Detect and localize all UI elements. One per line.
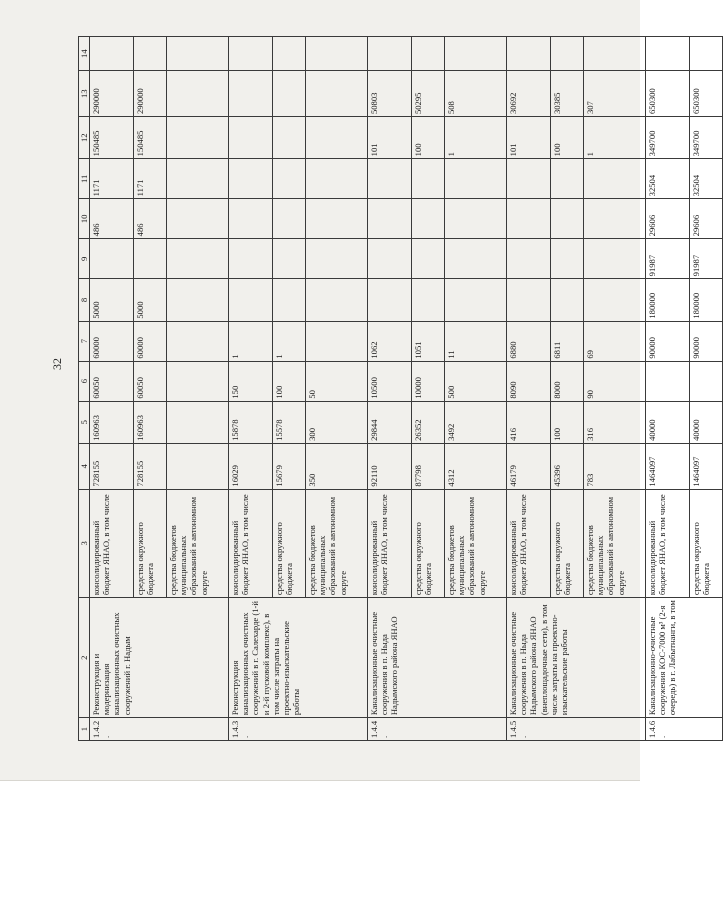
amount-cell: 1464097: [646, 443, 690, 489]
amount-cell: 40000: [646, 401, 690, 443]
amount-cell: [445, 199, 507, 239]
amount-cell: [584, 37, 646, 71]
column-number: 14: [79, 37, 90, 71]
amount-cell: 29606: [690, 199, 723, 239]
amount-cell: 92110: [368, 443, 412, 489]
amount-cell: 416: [507, 401, 551, 443]
amount-cell: [229, 71, 273, 117]
amount-cell: 349700: [690, 117, 723, 159]
project-name: Канализационно-очистные сооружения КОС-7000 м³ (2-я очередь) в г. Лабытнанги, в том: [646, 598, 723, 718]
amount-cell: 6811: [551, 321, 584, 361]
amount-cell: 160963: [134, 401, 167, 443]
amount-cell: [584, 239, 646, 279]
amount-cell: 728155: [90, 443, 134, 489]
amount-cell: 486: [134, 199, 167, 239]
amount-cell: 1062: [368, 321, 412, 361]
amount-cell: [306, 321, 368, 361]
amount-cell: 60000: [134, 321, 167, 361]
amount-cell: [584, 199, 646, 239]
amount-cell: 29844: [368, 401, 412, 443]
amount-cell: [551, 37, 584, 71]
amount-cell: [445, 239, 507, 279]
amount-cell: [134, 37, 167, 71]
amount-cell: [646, 37, 690, 71]
column-number: 5: [79, 401, 90, 443]
amount-cell: 1: [584, 117, 646, 159]
table-row: [507, 37, 551, 741]
table-row: [368, 37, 412, 741]
amount-cell: 50803: [368, 71, 412, 117]
amount-cell: [445, 37, 507, 71]
column-number: 12: [79, 117, 90, 159]
amount-cell: [134, 239, 167, 279]
amount-cell: 650300: [646, 71, 690, 117]
amount-cell: [273, 279, 306, 321]
amount-cell: [368, 37, 412, 71]
amount-cell: [229, 239, 273, 279]
amount-cell: 728155: [134, 443, 167, 489]
amount-cell: 4312: [445, 443, 507, 489]
amount-cell: [412, 239, 445, 279]
amount-cell: 40000: [690, 401, 723, 443]
amount-cell: [273, 159, 306, 199]
amount-cell: [551, 279, 584, 321]
budget-table: [78, 36, 723, 741]
amount-cell: [412, 279, 445, 321]
amount-cell: 100: [273, 361, 306, 401]
amount-cell: [167, 117, 229, 159]
amount-cell: 1051: [412, 321, 445, 361]
amount-cell: [167, 443, 229, 489]
amount-cell: [273, 239, 306, 279]
amount-cell: 6880: [507, 321, 551, 361]
amount-cell: [584, 159, 646, 199]
amount-cell: [507, 199, 551, 239]
table-row: [229, 37, 273, 741]
amount-cell: [306, 239, 368, 279]
amount-cell: [507, 37, 551, 71]
amount-cell: [229, 199, 273, 239]
amount-cell: 350: [306, 443, 368, 489]
amount-cell: 1171: [134, 159, 167, 199]
amount-cell: 45396: [551, 443, 584, 489]
amount-cell: 1: [445, 117, 507, 159]
amount-cell: 11: [445, 321, 507, 361]
amount-cell: [90, 37, 134, 71]
amount-cell: [551, 239, 584, 279]
amount-cell: [646, 361, 690, 401]
column-number: 6: [79, 361, 90, 401]
amount-cell: 1464097: [690, 443, 723, 489]
amount-cell: 91987: [690, 239, 723, 279]
amount-cell: 10000: [412, 361, 445, 401]
amount-cell: [229, 117, 273, 159]
amount-cell: 15679: [273, 443, 306, 489]
project-code: 1.4.3.: [229, 718, 368, 741]
amount-cell: 300: [306, 401, 368, 443]
amount-cell: [690, 37, 723, 71]
funding-source: средства бюджетов муниципальных образований в автономном округе: [445, 489, 507, 598]
amount-cell: [167, 71, 229, 117]
amount-cell: [167, 239, 229, 279]
amount-cell: [167, 199, 229, 239]
project-name: Реконструкция и модернизация канализационных очистных сооружений г. Надым: [90, 598, 229, 718]
amount-cell: [167, 37, 229, 71]
amount-cell: [368, 279, 412, 321]
amount-cell: 15878: [229, 401, 273, 443]
amount-cell: 16029: [229, 443, 273, 489]
amount-cell: 1171: [90, 159, 134, 199]
funding-source: средства окружного бюджета: [551, 489, 584, 598]
amount-cell: 180000: [646, 279, 690, 321]
amount-cell: [229, 159, 273, 199]
amount-cell: 60000: [90, 321, 134, 361]
amount-cell: 8000: [551, 361, 584, 401]
funding-source: средства окружного бюджета: [134, 489, 167, 598]
amount-cell: 90000: [690, 321, 723, 361]
amount-cell: 32504: [646, 159, 690, 199]
amount-cell: 150485: [134, 117, 167, 159]
funding-source: средства окружного бюджета: [412, 489, 445, 598]
amount-cell: 101: [368, 117, 412, 159]
amount-cell: 307: [584, 71, 646, 117]
amount-cell: [167, 279, 229, 321]
project-name: Реконструкция канализационных очистных сооружений в г. Салехарде (1-й и 2-й пусковой комплекс), в том числе затраты на проектно-изыскательские работы: [229, 598, 368, 718]
amount-cell: [412, 199, 445, 239]
amount-cell: 60050: [134, 361, 167, 401]
amount-cell: [412, 37, 445, 71]
amount-cell: 150485: [90, 117, 134, 159]
amount-cell: [445, 159, 507, 199]
funding-source: средства бюджетов муниципальных образований в автономном округе: [584, 489, 646, 598]
table-row: [646, 37, 690, 741]
amount-cell: [167, 159, 229, 199]
amount-cell: 100: [551, 401, 584, 443]
amount-cell: [412, 159, 445, 199]
amount-cell: 150: [229, 361, 273, 401]
amount-cell: 32504: [690, 159, 723, 199]
column-number: 11: [79, 159, 90, 199]
column-number: 13: [79, 71, 90, 117]
amount-cell: 783: [584, 443, 646, 489]
column-number: 3: [79, 489, 90, 598]
amount-cell: 316: [584, 401, 646, 443]
amount-cell: [229, 37, 273, 71]
amount-cell: [551, 159, 584, 199]
amount-cell: 60050: [90, 361, 134, 401]
amount-cell: 1: [229, 321, 273, 361]
amount-cell: [584, 279, 646, 321]
amount-cell: 180000: [690, 279, 723, 321]
amount-cell: 100: [551, 117, 584, 159]
amount-cell: [368, 239, 412, 279]
funding-source: консолидированный бюджет ЯНАО, в том числе: [90, 489, 134, 598]
amount-cell: 30385: [551, 71, 584, 117]
amount-cell: [306, 199, 368, 239]
amount-cell: 50295: [412, 71, 445, 117]
amount-cell: [507, 159, 551, 199]
amount-cell: [273, 37, 306, 71]
amount-cell: 30692: [507, 71, 551, 117]
column-number: 8: [79, 279, 90, 321]
amount-cell: 10500: [368, 361, 412, 401]
rotated-table-wrapper: [78, 36, 712, 741]
amount-cell: [306, 117, 368, 159]
amount-cell: [368, 159, 412, 199]
amount-cell: [306, 159, 368, 199]
project-code: 1.4.5.: [507, 718, 646, 741]
funding-source: средства бюджетов муниципальных образований в автономном округе: [306, 489, 368, 598]
amount-cell: 290000: [134, 71, 167, 117]
amount-cell: 5000: [134, 279, 167, 321]
amount-cell: 15578: [273, 401, 306, 443]
amount-cell: 486: [90, 199, 134, 239]
funding-source: консолидированный бюджет ЯНАО, в том числе: [646, 489, 690, 598]
amount-cell: [690, 361, 723, 401]
column-number: 10: [79, 199, 90, 239]
column-number: 1: [79, 718, 90, 741]
header-row: [79, 37, 90, 741]
amount-cell: [167, 321, 229, 361]
funding-source: консолидированный бюджет ЯНАО, в том числе: [368, 489, 412, 598]
amount-cell: [273, 199, 306, 239]
amount-cell: 91987: [646, 239, 690, 279]
project-name: Канализационные очистные сооружения в п. Ныда Надымского района ЯНАО: [368, 598, 507, 718]
amount-cell: [507, 279, 551, 321]
amount-cell: 500: [445, 361, 507, 401]
amount-cell: 1: [273, 321, 306, 361]
project-code: 1.4.6.: [646, 718, 723, 741]
column-number: 4: [79, 443, 90, 489]
amount-cell: [368, 199, 412, 239]
funding-source: средства окружного бюджета: [273, 489, 306, 598]
amount-cell: 290000: [90, 71, 134, 117]
amount-cell: 3492: [445, 401, 507, 443]
amount-cell: [306, 279, 368, 321]
column-number: 7: [79, 321, 90, 361]
amount-cell: 100: [412, 117, 445, 159]
funding-source: консолидированный бюджет ЯНАО, в том числе: [507, 489, 551, 598]
amount-cell: [229, 279, 273, 321]
amount-cell: 5000: [90, 279, 134, 321]
amount-cell: 29606: [646, 199, 690, 239]
amount-cell: [167, 361, 229, 401]
project-code: 1.4.2.: [90, 718, 229, 741]
amount-cell: [551, 199, 584, 239]
amount-cell: [273, 71, 306, 117]
amount-cell: 101: [507, 117, 551, 159]
amount-cell: 69: [584, 321, 646, 361]
page-number: 32: [50, 358, 64, 370]
amount-cell: [90, 239, 134, 279]
amount-cell: 90000: [646, 321, 690, 361]
amount-cell: 26352: [412, 401, 445, 443]
funding-source: консолидированный бюджет ЯНАО, в том числе: [229, 489, 273, 598]
amount-cell: 8090: [507, 361, 551, 401]
amount-cell: [306, 37, 368, 71]
funding-source: средства окружного бюджета: [690, 489, 723, 598]
table-row: [90, 37, 134, 741]
amount-cell: 160963: [90, 401, 134, 443]
amount-cell: 349700: [646, 117, 690, 159]
amount-cell: [273, 117, 306, 159]
amount-cell: 90: [584, 361, 646, 401]
funding-source: средства бюджетов муниципальных образований в автономном округе: [167, 489, 229, 598]
amount-cell: 650300: [690, 71, 723, 117]
column-number: 9: [79, 239, 90, 279]
amount-cell: [167, 401, 229, 443]
amount-cell: [306, 71, 368, 117]
amount-cell: 508: [445, 71, 507, 117]
amount-cell: [507, 239, 551, 279]
amount-cell: 46179: [507, 443, 551, 489]
amount-cell: 50: [306, 361, 368, 401]
project-code: 1.4.4.: [368, 718, 507, 741]
amount-cell: 87798: [412, 443, 445, 489]
amount-cell: [445, 279, 507, 321]
column-number: 2: [79, 598, 90, 718]
project-name: Канализационные очистные сооружения в п. Ныда Надымского района ЯНАО (внеплощадочные сети), в том числе затраты на проектно-изыскательские работы: [507, 598, 646, 718]
